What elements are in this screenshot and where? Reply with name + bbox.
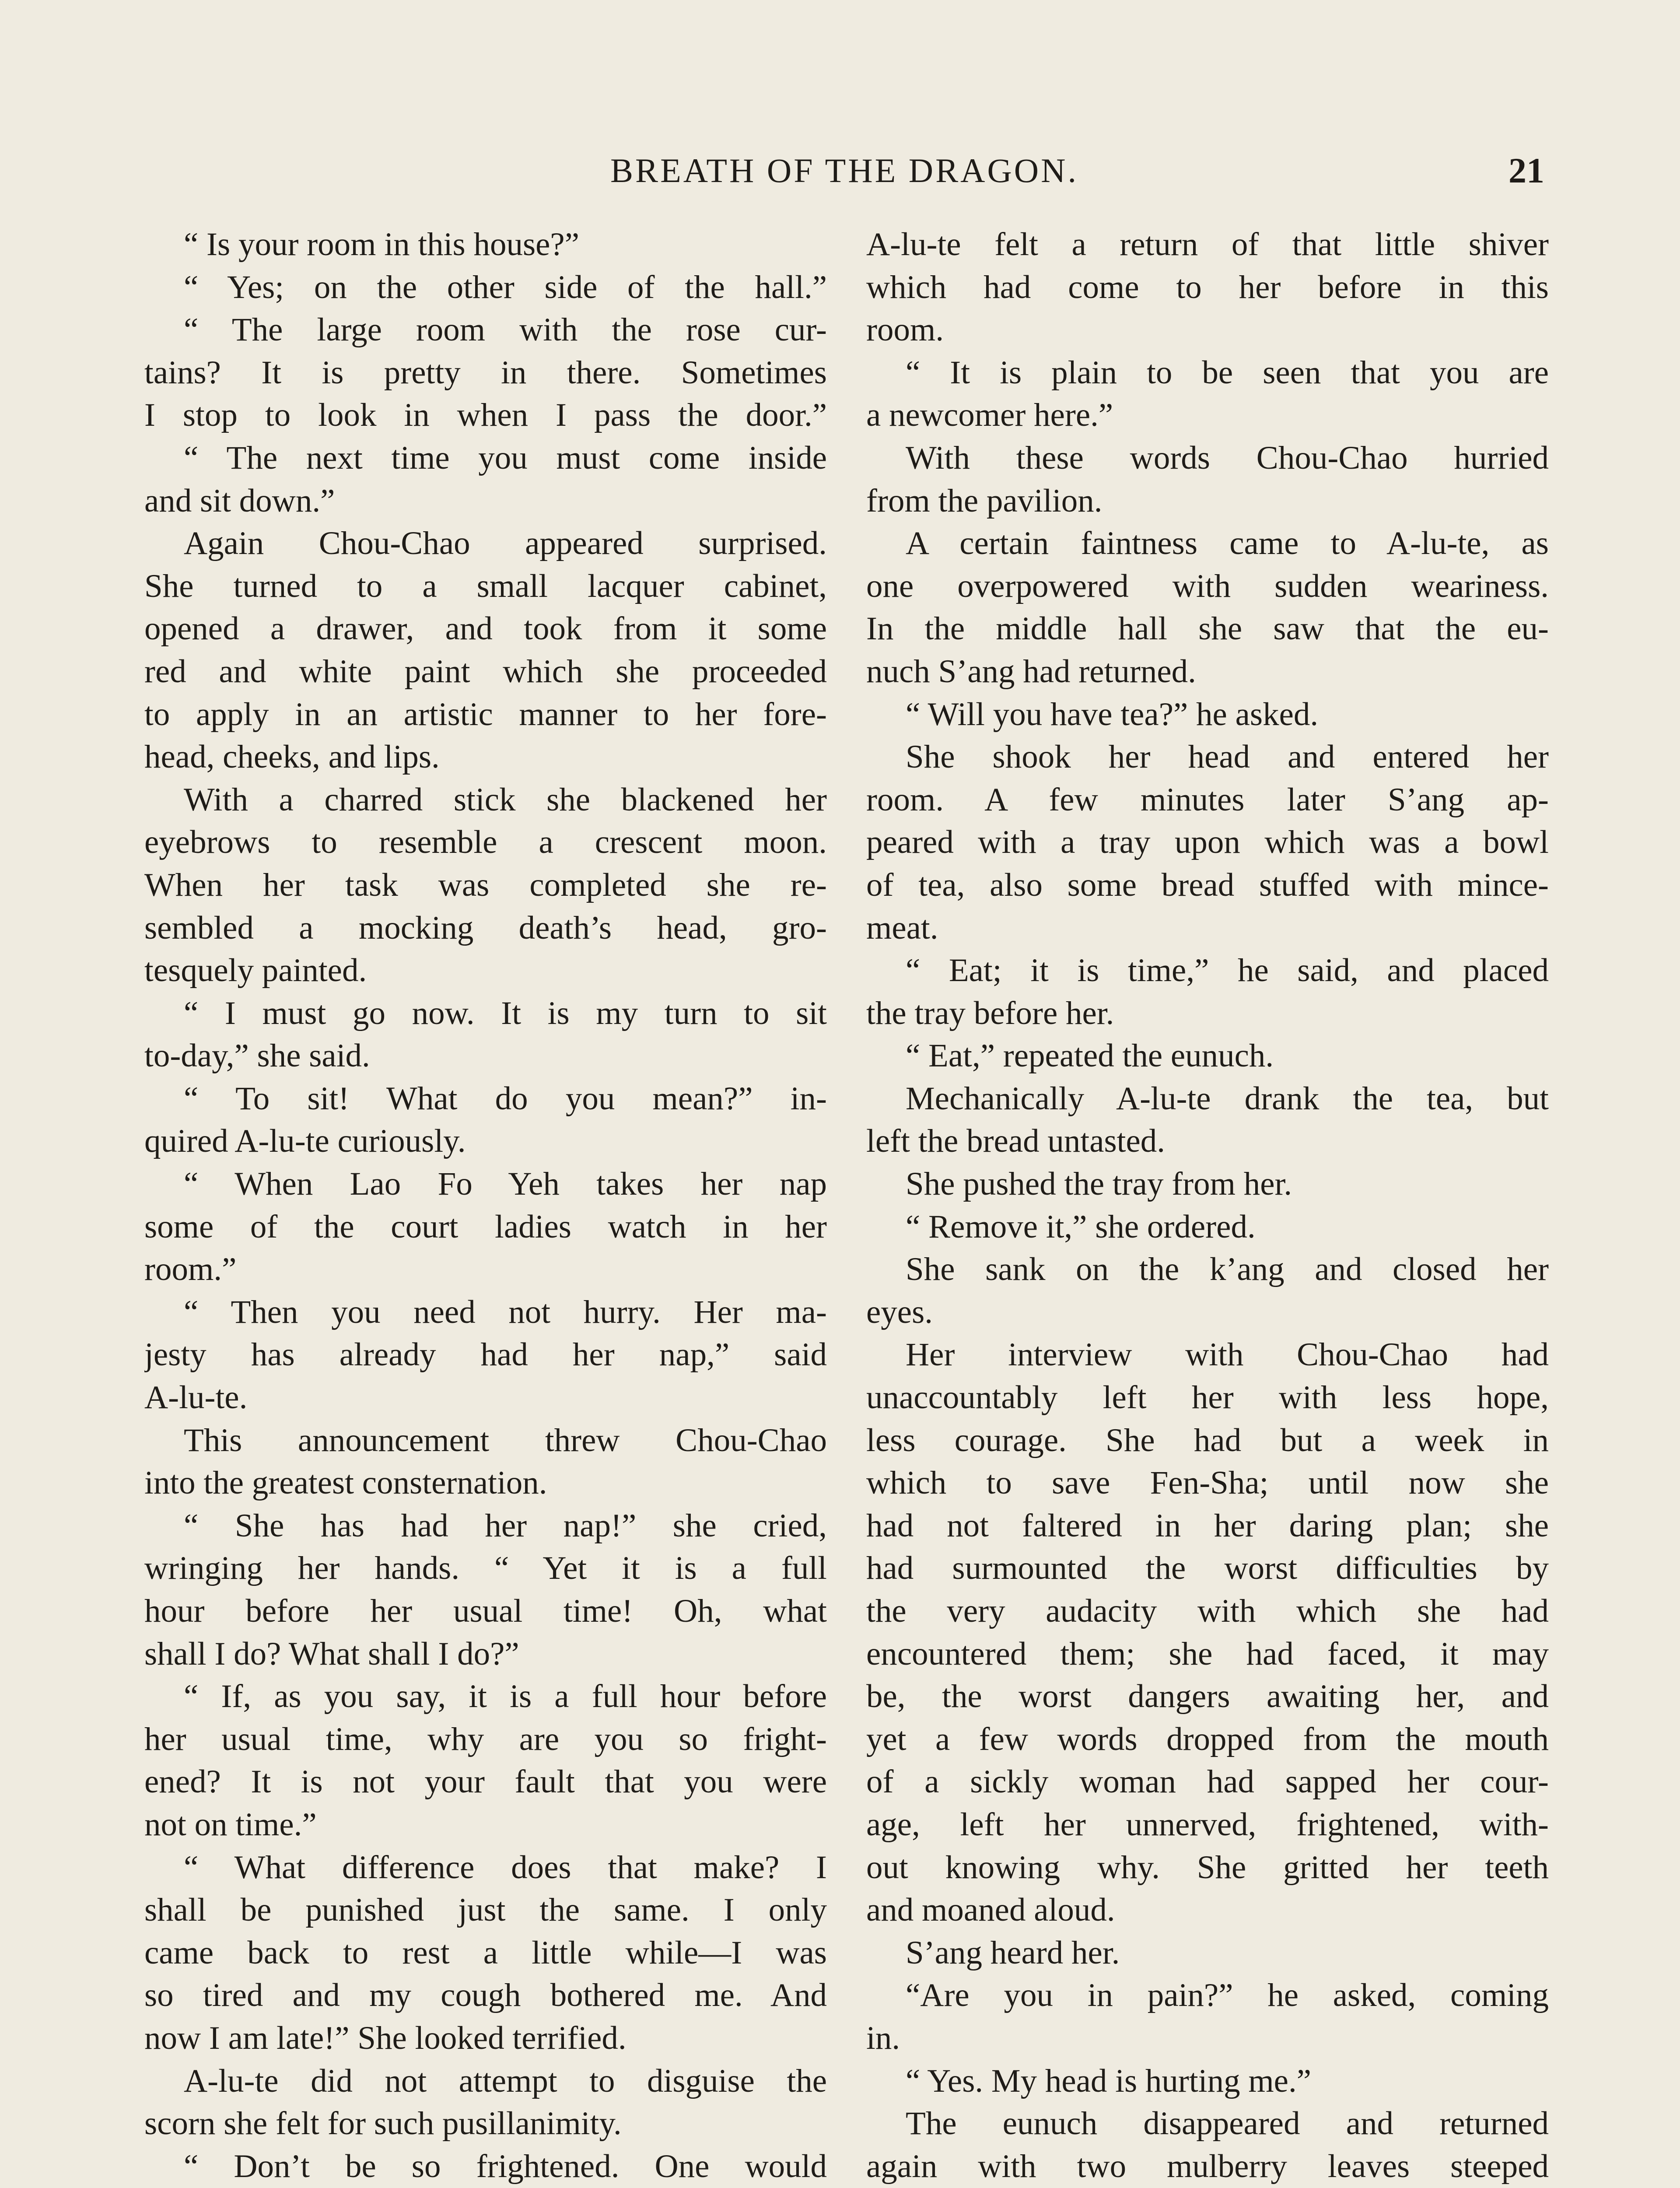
text-line: “ Remove it,” she ordered.: [906, 1208, 1256, 1245]
text-line: and moaned aloud.: [866, 1892, 1115, 1929]
text-line: now I am late!” She looked terrified.: [144, 2020, 626, 2056]
text-line: left the bread untasted.: [866, 1123, 1166, 1160]
text-line: hour before her usual time! Oh, what: [144, 1593, 827, 1629]
text-line: so tired and my cough bothered me. And: [144, 1977, 827, 2014]
text-line: “ Don’t be so frightened. One would: [184, 2148, 827, 2184]
text-line: Mechanically A-lu-te drank the tea, but: [906, 1080, 1549, 1117]
text-line: “ Will you have tea?” he asked.: [906, 696, 1319, 733]
text-line: again with two mulberry leaves steeped: [866, 2148, 1549, 2184]
text-line: yet a few words dropped from the mouth: [866, 1721, 1549, 1757]
text-line: eyebrows to resemble a crescent moon.: [144, 824, 827, 861]
text-line: She turned to a small lacquer cabinet,: [144, 568, 827, 604]
text-line: shall be punished just the same. I only: [144, 1892, 827, 1929]
text-line: out knowing why. She gritted her teeth: [866, 1849, 1549, 1886]
text-line: a newcomer here.”: [866, 397, 1113, 434]
text-line: She sank on the k’ang and closed her: [906, 1251, 1549, 1288]
text-line: nuch S’ang had returned.: [866, 653, 1196, 690]
text-line: “ Is your room in this house?”: [184, 226, 579, 263]
text-line: to-day,” she said.: [144, 1038, 370, 1074]
text-line: not on time.”: [144, 1806, 317, 1843]
text-line: meat.: [866, 909, 938, 946]
running-title: BREATH OF THE DRAGON.: [610, 151, 1078, 189]
text-line: which had come to her before in this: [866, 269, 1549, 305]
text-line: When her task was completed she re-: [144, 866, 827, 903]
text-line: scorn she felt for such pusillanimity.: [144, 2105, 622, 2142]
text-line: A-lu-te.: [144, 1379, 248, 1416]
page-number: 21: [1508, 151, 1544, 190]
text-line: peared with a tray upon which was a bowl: [866, 824, 1549, 861]
text-line: With these words Chou-Chao hurried: [906, 439, 1549, 476]
text-line: opened a drawer, and took from it some: [144, 610, 827, 647]
text-line: S’ang heard her.: [906, 1934, 1120, 1971]
text-line: room. A few minutes later S’ang ap-: [866, 781, 1549, 818]
text-line: tains? It is pretty in there. Sometimes: [144, 354, 827, 391]
text-line: “ The next time you must come inside: [184, 439, 827, 476]
text-line: shall I do? What shall I do?”: [144, 1635, 519, 1672]
text-line: wringing her hands. “ Yet it is a full: [144, 1550, 827, 1587]
text-line: “ Eat; it is time,” he said, and placed: [906, 952, 1549, 989]
text-line: A certain faintness came to A-lu-te, as: [906, 525, 1549, 562]
text-line: A-lu-te did not attempt to disguise the: [184, 2062, 827, 2099]
text-line: The eunuch disappeared and returned: [906, 2105, 1549, 2142]
text-line: one overpowered with sudden weariness.: [866, 568, 1549, 604]
left-text-column: [144, 223, 827, 2188]
text-line: “ I must go now. It is my turn to sit: [184, 995, 827, 1031]
text-line: into the greatest consternation.: [144, 1465, 547, 1501]
text-line: room.: [866, 312, 944, 348]
text-line: “ The large room with the rose cur-: [184, 312, 827, 348]
text-line: “ When Lao Fo Yeh takes her nap: [184, 1166, 827, 1203]
text-line: some of the court ladies watch in her: [144, 1208, 827, 1245]
text-line: “ Yes. My head is hurting me.”: [906, 2062, 1311, 2099]
text-line: had surmounted the worst difficulties by: [866, 1550, 1549, 1587]
text-line: ened? It is not your fault that you were: [144, 1764, 827, 1800]
text-line: head, cheeks, and lips.: [144, 739, 440, 775]
text-line: of tea, also some bread stuffed with mince-: [866, 866, 1549, 903]
text-line: She pushed the tray from her.: [906, 1166, 1292, 1203]
text-line: In the middle hall she saw that the eu-: [866, 610, 1549, 647]
text-line: “ Then you need not hurry. Her ma-: [184, 1294, 827, 1330]
text-line: quired A-lu-te curiously.: [144, 1123, 466, 1160]
text-line: had not faltered in her daring plan; she: [866, 1507, 1549, 1544]
text-line: sembled a mocking death’s head, gro-: [144, 909, 827, 946]
text-line: “ It is plain to be seen that you are: [906, 354, 1549, 391]
text-line: Her interview with Chou-Chao had: [906, 1336, 1549, 1373]
text-line: With a charred stick she blackened her: [184, 781, 827, 818]
text-line: encountered them; she had faced, it may: [866, 1635, 1549, 1672]
text-line: came back to rest a little while—I was: [144, 1934, 827, 1971]
text-line: “Are you in pain?” he asked, coming: [906, 1977, 1549, 2014]
text-line: which to save Fen-Sha; until now she: [866, 1465, 1549, 1501]
text-line: “ She has had her nap!” she cried,: [184, 1507, 827, 1544]
text-line: be, the worst dangers awaiting her, and: [866, 1678, 1549, 1715]
text-line: “ To sit! What do you mean?” in-: [184, 1080, 827, 1117]
text-line: “ Yes; on the other side of the hall.”: [184, 269, 827, 305]
text-line: room.”: [144, 1251, 237, 1288]
page-header: [144, 144, 1544, 197]
text-line: eyes.: [866, 1294, 933, 1330]
text-line: unaccountably left her with less hope,: [866, 1379, 1549, 1416]
text-line: of a sickly woman had sapped her cour-: [866, 1764, 1549, 1800]
text-line: less courage. She had but a week in: [866, 1422, 1549, 1459]
text-line: and sit down.”: [144, 482, 335, 519]
text-line: jesty has already had her nap,” said: [144, 1336, 827, 1373]
right-text-column: [866, 223, 1549, 2188]
text-line: her usual time, why are you so fright-: [144, 1721, 827, 1757]
text-line: in.: [866, 2020, 900, 2056]
text-line: She shook her head and entered her: [906, 739, 1549, 775]
text-line: age, left her unnerved, frightened, with-: [866, 1806, 1549, 1843]
text-line: A-lu-te felt a return of that little shiver: [866, 226, 1549, 263]
text-line: Again Chou-Chao appeared surprised.: [184, 525, 827, 562]
text-line: red and white paint which she proceeded: [144, 653, 827, 690]
text-line: I stop to look in when I pass the door.”: [144, 397, 827, 434]
text-line: from the pavilion.: [866, 482, 1102, 519]
text-line: to apply in an artistic manner to her fore-: [144, 696, 827, 733]
text-line: tesquely painted.: [144, 952, 367, 989]
text-line: the very audacity with which she had: [866, 1593, 1549, 1629]
text-line: the tray before her.: [866, 995, 1114, 1031]
text-line: “ Eat,” repeated the eunuch.: [906, 1038, 1274, 1074]
text-line: “ If, as you say, it is a full hour before: [184, 1678, 827, 1715]
text-line: This announcement threw Chou-Chao: [184, 1422, 827, 1459]
text-line: “ What difference does that make? I: [184, 1849, 827, 1886]
